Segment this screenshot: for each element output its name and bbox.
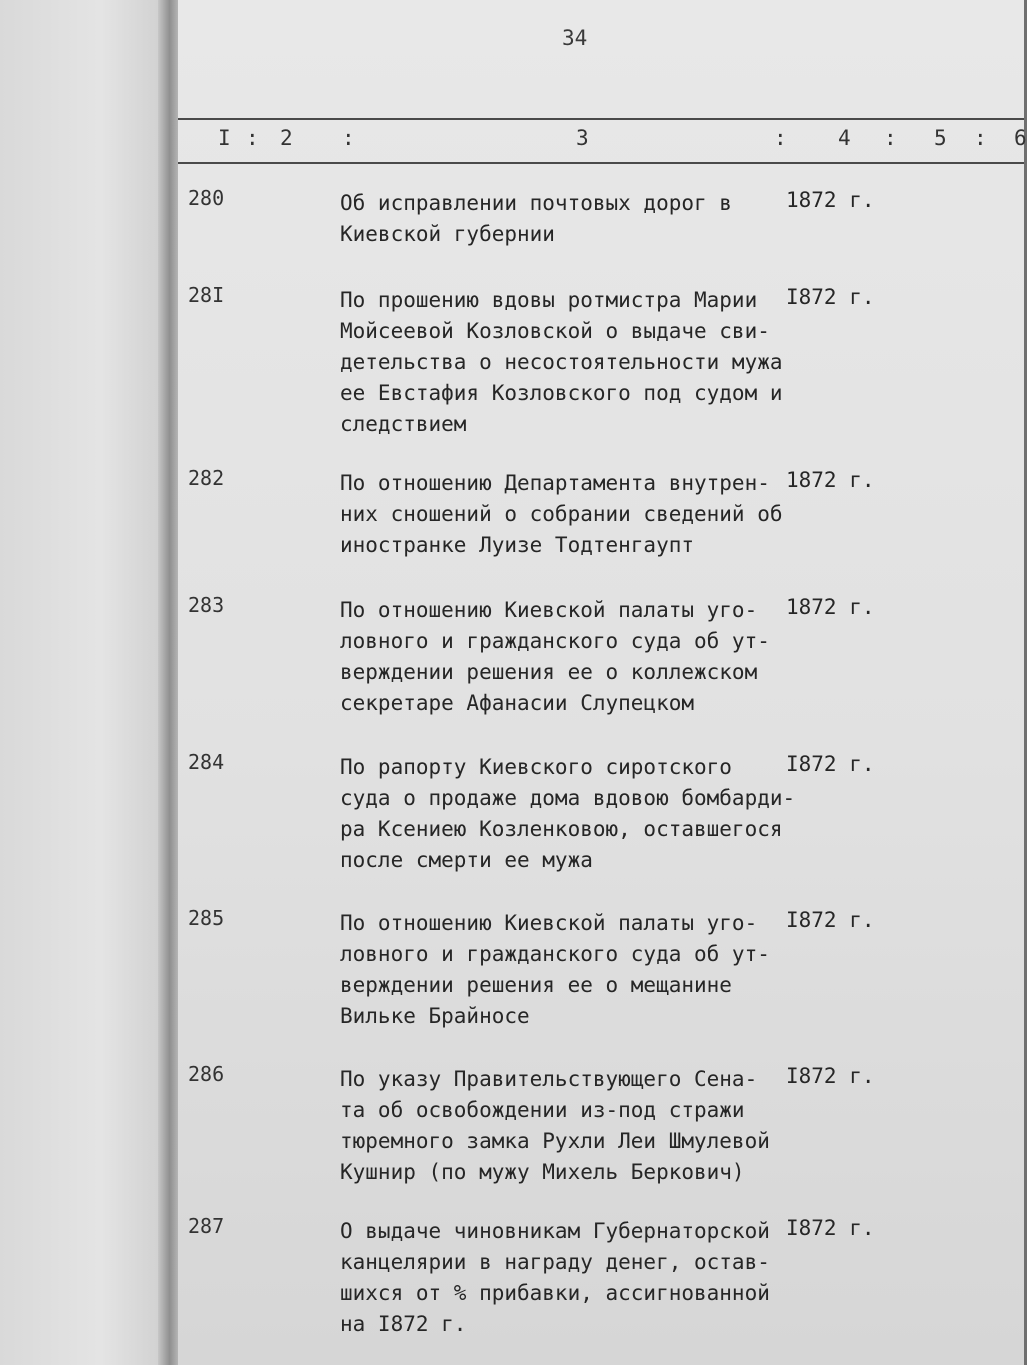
entry-line: после смерти ее мужа xyxy=(340,848,593,872)
entry-number: 284 xyxy=(188,750,225,774)
entry-line: иностранке Луизе Тодтенгаупт xyxy=(340,533,695,557)
entry-description xyxy=(340,595,800,719)
entry-line: верждении решения ее о мещанине xyxy=(340,973,732,997)
entry-description xyxy=(340,1216,800,1340)
entry-line: ловного и гражданского суда об ут- xyxy=(340,629,770,653)
entry-line: ее Евстафия Козловского под судом и xyxy=(340,381,783,405)
entry-number: 283 xyxy=(188,593,225,617)
entry-year: I872 г. xyxy=(786,1064,875,1088)
entry-description xyxy=(340,285,800,440)
entry-line: Кушнир (по мужу Михель Беркович) xyxy=(340,1160,745,1184)
entry-description xyxy=(340,908,800,1032)
entry-line: канцелярии в награду денег, остав- xyxy=(340,1250,770,1274)
column-header-6: 6 xyxy=(1014,126,1027,150)
entry-line: суда о продаже дома вдовою бомбарди- xyxy=(340,786,796,810)
entry-line: ра Ксениею Козленковою, оставшегося xyxy=(340,817,783,841)
entry-line: По отношению Киевской палаты уго- xyxy=(340,598,758,622)
entry-year: I872 г. xyxy=(786,752,875,776)
column-header xyxy=(178,118,1027,164)
entry-line: О выдаче чиновникам Губернаторской xyxy=(340,1219,770,1243)
entry-line: Мойсеевой Козловской о выдаче сви- xyxy=(340,319,770,343)
column-header-2: 2 xyxy=(280,126,293,150)
column-separator: : xyxy=(774,126,787,150)
column-separator: : xyxy=(342,126,355,150)
entry-year: 1872 г. xyxy=(786,468,875,492)
facing-page xyxy=(0,0,168,1365)
column-header-5: 5 xyxy=(934,126,947,150)
entry-description xyxy=(340,752,800,876)
column-separator: : xyxy=(246,126,259,150)
page-number: 34 xyxy=(562,26,588,50)
entry-number: 286 xyxy=(188,1062,225,1086)
column-separator: : xyxy=(974,126,987,150)
entry-number: 282 xyxy=(188,466,225,490)
entry-number: 28I xyxy=(188,283,225,307)
entry-year: I872 г. xyxy=(786,285,875,309)
entry-line: По рапорту Киевского сиротского xyxy=(340,755,732,779)
entry-description xyxy=(340,188,800,250)
entry-line: По прошению вдовы ротмистра Марии xyxy=(340,288,758,312)
entry-year: 1872 г. xyxy=(786,595,875,619)
entry-description xyxy=(340,468,800,561)
column-header-4: 4 xyxy=(838,126,851,150)
entry-line: шихся от % прибавки, ассигнованной xyxy=(340,1281,770,1305)
entry-year: I872 г. xyxy=(786,1216,875,1240)
entry-line: них сношений о собрании сведений об xyxy=(340,502,783,526)
entry-line: на I872 г. xyxy=(340,1312,467,1336)
entry-line: Об исправлении почтовых дорог в xyxy=(340,191,732,215)
entry-line: та об освобождении из-под стражи xyxy=(340,1098,745,1122)
entry-line: По отношению Киевской палаты уго- xyxy=(340,911,758,935)
entry-description xyxy=(340,1064,800,1188)
entry-number: 285 xyxy=(188,906,225,930)
entry-line: По указу Правительствующего Сена- xyxy=(340,1067,758,1091)
entry-line: секретаре Афанасии Слупецком xyxy=(340,691,695,715)
column-separator: : xyxy=(884,126,897,150)
entry-line: Киевской губернии xyxy=(340,222,555,246)
document-page xyxy=(178,0,1027,1365)
entry-number: 280 xyxy=(188,186,225,210)
column-header-1: I xyxy=(218,126,231,150)
entry-number: 287 xyxy=(188,1214,225,1238)
entry-line: Вильке Брайносе xyxy=(340,1004,530,1028)
entry-line: верждении решения ее о коллежском xyxy=(340,660,758,684)
entry-line: По отношению Департамента внутрен- xyxy=(340,471,770,495)
entry-line: ловного и гражданского суда об ут- xyxy=(340,942,770,966)
entry-line: тюремного замка Рухли Леи Шмулевой xyxy=(340,1129,770,1153)
column-header-3: 3 xyxy=(576,126,589,150)
entry-year: I872 г. xyxy=(786,908,875,932)
entry-line: детельства о несостоятельности мужа xyxy=(340,350,783,374)
entry-year: 1872 г. xyxy=(786,188,875,212)
entry-line: следствием xyxy=(340,412,467,436)
